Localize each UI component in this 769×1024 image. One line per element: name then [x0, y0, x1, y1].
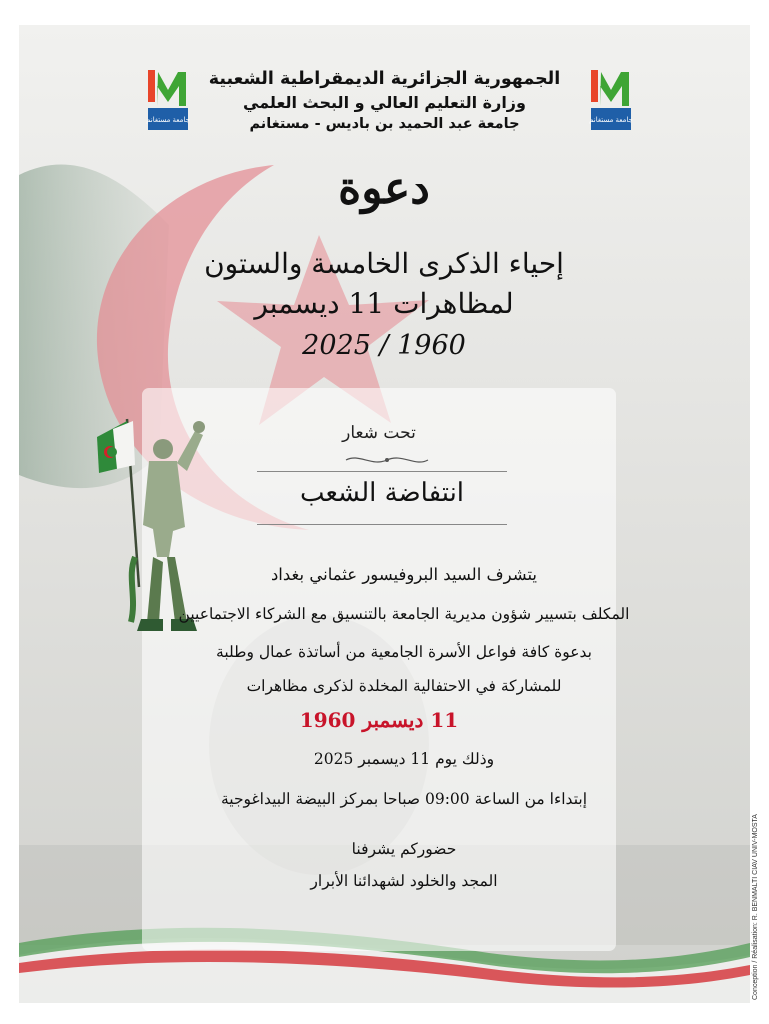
- header: [19, 25, 750, 165]
- ministry-name: وزارة التعليم العالي و البحث العلمي: [243, 93, 526, 112]
- host-line: يتشرف السيد البروفيسور عثماني بغداد: [270, 565, 538, 584]
- ornament-divider: [344, 453, 430, 467]
- demonstrations-subtitle: لمظاهرات 11 ديسمبر: [254, 287, 514, 320]
- slogan-text: انتفاضة الشعب: [299, 478, 465, 508]
- invitation-title: دعوة: [338, 163, 430, 214]
- years-range: 2025 / 1960: [302, 330, 466, 361]
- invitation-poster: [19, 25, 750, 1003]
- university-logo-left: [146, 70, 190, 132]
- invitees-line: بدعوة كافة فواعل الأسرة الجامعية من أساتذة عمال وطلبة: [216, 643, 592, 661]
- participation-line: للمشاركة في الاحتفالية المخلدة لذكرى مظاهرات: [246, 677, 562, 695]
- university-logo-right: [589, 70, 633, 132]
- republic-name: الجمهورية الجزائرية الديمقراطية الشعبية: [208, 69, 561, 89]
- historic-date: 11 ديسمبر 1960: [299, 708, 459, 732]
- event-date-line: وذلك يوم 11 ديسمبر 2025: [313, 750, 495, 768]
- university-name: جامعة عبد الحميد بن باديس - مستغانم: [249, 116, 520, 132]
- slogan-label: تحت شعار: [342, 423, 416, 443]
- design-credit: Conception / Réalisation: R. BENMALTI CIAV UNIV-MOSTA: [752, 814, 759, 1000]
- svg-text:جامعة مستغانم: جامعة مستغانم: [589, 116, 633, 124]
- martyrs-tribute-line: المجد والخلود لشهدائنا الأبرار: [310, 872, 498, 890]
- event-time-location-line: إبتداءا من الساعة 09:00 صباحا بمركز البيضة البيداغوجية: [220, 790, 587, 808]
- svg-text:جامعة مستغانم: جامعة مستغانم: [146, 116, 190, 124]
- closing-line: حضوركم يشرفنا: [351, 840, 457, 858]
- coordination-line: المكلف بتسيير شؤون مديرية الجامعة بالتنسيق مع الشركاء الاجتماعيين: [178, 605, 630, 623]
- anniversary-subtitle: إحياء الذكرى الخامسة والستون: [204, 247, 564, 280]
